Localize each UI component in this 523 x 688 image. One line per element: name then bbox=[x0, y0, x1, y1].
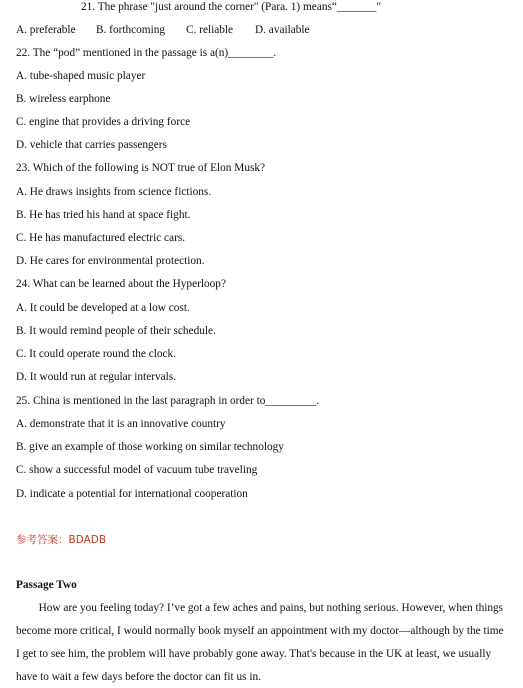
passage-line: I get to see him, the problem will have probably gone away. That's because in the UK at least, we usually bbox=[16, 648, 492, 660]
question-23-option-d: D. He cares for environmental protection. bbox=[16, 255, 205, 267]
question-22-option-b: B. wireless earphone bbox=[16, 93, 111, 105]
question-24-option-b: B. It would remind people of their schedule. bbox=[16, 325, 216, 337]
question-24-option-d: D. It would run at regular intervals. bbox=[16, 371, 176, 383]
question-25-stem: 25. China is mentioned in the last paragraph in order to_________. bbox=[16, 395, 320, 407]
question-22-stem: 22. The “pod” mentioned in the passage is a(n)________. bbox=[16, 47, 277, 59]
question-24-stem: 24. What can be learned about the Hyperloop? bbox=[16, 278, 226, 290]
passage-line: How are you feeling today? I’ve got a few aches and pains, but nothing serious. However, when things bbox=[16, 602, 504, 614]
question-21-option-c: C. reliable bbox=[186, 24, 234, 36]
question-22-option-a: A. tube-shaped music player bbox=[16, 70, 146, 82]
question-22-option-d: D. vehicle that carries passengers bbox=[16, 139, 167, 151]
passage-line: become more critical, I would normally book myself an appointment with my doctor—although by the time bbox=[16, 625, 504, 637]
passage-line: have to wait a few days before the doctor can fit us in. bbox=[16, 671, 261, 683]
question-25-option-a: A. demonstrate that it is an innovative country bbox=[16, 418, 226, 430]
question-21-option-d: D. available bbox=[255, 24, 310, 36]
question-25-option-d: D. indicate a potential for international cooperation bbox=[16, 488, 248, 500]
question-21-option-b: B. forthcoming bbox=[96, 24, 166, 36]
answer-key: 参考答案：BDADB bbox=[16, 534, 107, 546]
question-21-stem: 21. The phrase "just around the corner" (Para. 1) means“_______" bbox=[81, 1, 382, 13]
question-23-option-b: B. He has tried his hand at space fight. bbox=[16, 209, 191, 221]
question-21-option-a: A. preferable bbox=[16, 24, 76, 36]
passage-title: Passage Two bbox=[16, 579, 77, 591]
question-23-stem: 23. Which of the following is NOT true of Elon Musk? bbox=[16, 162, 266, 174]
question-22-option-c: C. engine that provides a driving force bbox=[16, 116, 191, 128]
question-23-option-a: A. He draws insights from science fictions. bbox=[16, 186, 212, 198]
question-24-option-a: A. It could be developed at a low cost. bbox=[16, 302, 190, 314]
question-25-option-b: B. give an example of those working on similar technology bbox=[16, 441, 284, 453]
question-24-option-c: C. It could operate round the clock. bbox=[16, 348, 176, 360]
question-23-option-c: C. He has manufactured electric cars. bbox=[16, 232, 186, 244]
question-25-option-c: C. show a successful model of vacuum tube traveling bbox=[16, 464, 258, 476]
